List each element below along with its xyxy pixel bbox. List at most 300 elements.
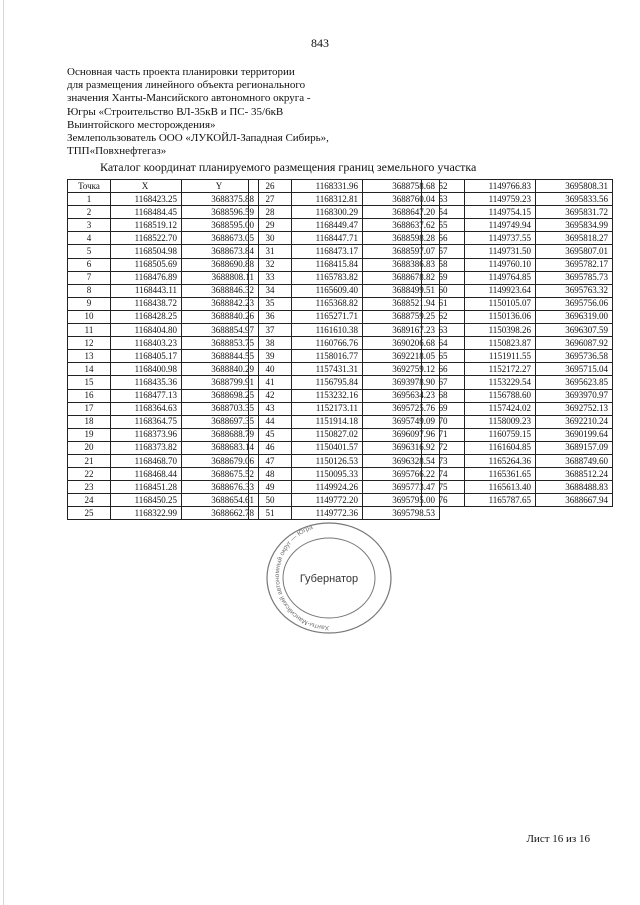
point-cell: 13 [68, 350, 111, 363]
x-coordinate-cell: 1168435.36 [111, 376, 182, 389]
y-coordinate-cell: 3688662.78 [182, 507, 259, 520]
table-row [249, 245, 440, 258]
y-coordinate-cell: 3688499.51 [363, 284, 440, 297]
table-row [249, 415, 440, 428]
table-row [249, 258, 440, 271]
x-coordinate-cell: 1149772.36 [292, 507, 363, 520]
x-coordinate-cell: 1149759.23 [465, 193, 536, 206]
x-coordinate-cell: 1149749.94 [465, 219, 536, 232]
y-coordinate-cell: 3695736.58 [536, 350, 613, 363]
table-row [249, 193, 440, 206]
x-coordinate-cell: 1168428.25 [111, 310, 182, 323]
point-cell: 50 [249, 494, 292, 507]
y-coordinate-cell: 3688854.97 [182, 324, 259, 337]
point-cell: 69 [422, 402, 465, 415]
x-coordinate-cell: 1168505.69 [111, 258, 182, 271]
y-coordinate-cell: 3688759.25 [363, 310, 440, 323]
point-cell: 20 [68, 441, 111, 454]
x-coordinate-cell: 1150823.87 [465, 337, 536, 350]
x-coordinate-cell: 1168300.29 [292, 206, 363, 219]
y-coordinate-cell: 3688840.29 [182, 363, 259, 376]
point-cell: 64 [422, 337, 465, 350]
point-cell: 63 [422, 324, 465, 337]
x-coordinate-cell: 1157431.31 [292, 363, 363, 376]
point-cell: 19 [68, 428, 111, 441]
x-coordinate-cell: 1160766.76 [292, 337, 363, 350]
point-cell: 76 [422, 494, 465, 507]
y-coordinate-cell: 3695715.04 [536, 363, 613, 376]
x-coordinate-cell: 1153229.54 [465, 376, 536, 389]
point-cell: 72 [422, 441, 465, 454]
table-row [249, 219, 440, 232]
document-header [67, 66, 329, 158]
table-row [249, 481, 440, 494]
point-cell: 54 [422, 206, 465, 219]
point-cell: 30 [249, 232, 292, 245]
point-cell: 39 [249, 350, 292, 363]
point-cell: 43 [249, 402, 292, 415]
x-coordinate-cell: 1150095.33 [292, 468, 363, 481]
y-coordinate-cell: 3689157.09 [536, 441, 613, 454]
point-cell: 17 [68, 402, 111, 415]
column-header-x: X [111, 180, 182, 193]
x-coordinate-cell: 1168473.17 [292, 245, 363, 258]
x-coordinate-cell: 1156788.60 [465, 389, 536, 402]
table-row [68, 297, 259, 310]
table-row [249, 441, 440, 454]
x-coordinate-cell: 1168373.96 [111, 428, 182, 441]
y-coordinate-cell: 3688598.28 [363, 232, 440, 245]
table-row [422, 337, 613, 350]
table-row [249, 180, 440, 193]
x-coordinate-cell: 1158009.23 [465, 415, 536, 428]
point-cell: 6 [68, 258, 111, 271]
x-coordinate-cell: 1168484.45 [111, 206, 182, 219]
point-cell: 49 [249, 481, 292, 494]
table-row [68, 258, 259, 271]
x-coordinate-cell: 1168400.98 [111, 363, 182, 376]
point-cell: 67 [422, 376, 465, 389]
x-coordinate-cell: 1168405.17 [111, 350, 182, 363]
y-coordinate-cell: 3688697.35 [182, 415, 259, 428]
x-coordinate-cell: 1168403.23 [111, 337, 182, 350]
y-coordinate-cell: 3695834.99 [536, 219, 613, 232]
y-coordinate-cell: 3696097.96 [363, 428, 440, 441]
x-coordinate-cell: 1168373.82 [111, 441, 182, 454]
y-coordinate-cell: 3688637.62 [363, 219, 440, 232]
table-row [249, 297, 440, 310]
table-row [68, 219, 259, 232]
y-coordinate-cell: 3688749.60 [536, 454, 613, 467]
y-coordinate-cell: 3696316.92 [363, 441, 440, 454]
point-cell: 68 [422, 389, 465, 402]
y-coordinate-cell: 3688688.79 [182, 428, 259, 441]
point-cell: 66 [422, 363, 465, 376]
point-cell: 4 [68, 232, 111, 245]
table-row [249, 507, 440, 520]
point-cell: 2 [68, 206, 111, 219]
x-coordinate-cell: 1168451.28 [111, 481, 182, 494]
point-cell: 42 [249, 389, 292, 402]
x-coordinate-cell: 1150126.53 [292, 454, 363, 467]
header-line: Выинтойского месторождения» [67, 118, 216, 131]
x-coordinate-cell: 1156795.84 [292, 376, 363, 389]
point-cell: 36 [249, 310, 292, 323]
y-coordinate-cell: 3692218.05 [363, 350, 440, 363]
table-row [249, 350, 440, 363]
table-row [249, 206, 440, 219]
stamp-ring-text: Ханты-Мансийский автономный округ — Югра [273, 523, 330, 632]
table-row [422, 324, 613, 337]
coordinates-table-1 [67, 179, 259, 520]
point-cell: 56 [422, 232, 465, 245]
y-coordinate-cell: 3692752.13 [536, 402, 613, 415]
table-row [68, 337, 259, 350]
y-coordinate-cell: 3688596.59 [182, 206, 259, 219]
table-row [68, 324, 259, 337]
table-row [422, 402, 613, 415]
y-coordinate-cell: 3696307.59 [536, 324, 613, 337]
point-cell: 65 [422, 350, 465, 363]
x-coordinate-cell: 1149766.83 [465, 180, 536, 193]
x-coordinate-cell: 1168468.70 [111, 454, 182, 467]
table-row [68, 415, 259, 428]
x-coordinate-cell: 1165361.65 [465, 468, 536, 481]
y-coordinate-cell: 3688758.68 [363, 180, 440, 193]
point-cell: 74 [422, 468, 465, 481]
table-row [422, 271, 613, 284]
y-coordinate-cell: 3695785.73 [536, 271, 613, 284]
point-cell: 47 [249, 454, 292, 467]
y-coordinate-cell: 3689167.23 [363, 324, 440, 337]
x-coordinate-cell: 1149923.64 [465, 284, 536, 297]
table-row [422, 258, 613, 271]
x-coordinate-cell: 1165783.82 [292, 271, 363, 284]
y-coordinate-cell: 3688647.20 [363, 206, 440, 219]
x-coordinate-cell: 1168404.80 [111, 324, 182, 337]
y-coordinate-cell: 3688488.83 [536, 481, 613, 494]
y-coordinate-cell: 3695749.09 [363, 415, 440, 428]
point-cell: 40 [249, 363, 292, 376]
x-coordinate-cell: 1150827.02 [292, 428, 363, 441]
point-cell: 16 [68, 389, 111, 402]
point-cell: 8 [68, 284, 111, 297]
y-coordinate-cell: 3690199.64 [536, 428, 613, 441]
x-coordinate-cell: 1165264.36 [465, 454, 536, 467]
table-row [68, 350, 259, 363]
point-cell: 35 [249, 297, 292, 310]
table-row [68, 193, 259, 206]
table-row [68, 284, 259, 297]
table-row [422, 376, 613, 389]
point-cell: 37 [249, 324, 292, 337]
y-coordinate-cell: 3695782.17 [536, 258, 613, 271]
x-coordinate-cell: 1161604.85 [465, 441, 536, 454]
point-cell: 45 [249, 428, 292, 441]
x-coordinate-cell: 1168519.12 [111, 219, 182, 232]
y-coordinate-cell: 3695725.76 [363, 402, 440, 415]
x-coordinate-cell: 1150401.57 [292, 441, 363, 454]
table-row [68, 507, 259, 520]
point-cell: 12 [68, 337, 111, 350]
table-row [68, 206, 259, 219]
x-coordinate-cell: 1168438.72 [111, 297, 182, 310]
point-cell: 60 [422, 284, 465, 297]
header-line: Основная часть проекта планировки территории [67, 66, 295, 78]
point-cell: 75 [422, 481, 465, 494]
x-coordinate-cell: 1149924.26 [292, 481, 363, 494]
point-cell: 71 [422, 428, 465, 441]
y-coordinate-cell: 3695798.53 [363, 507, 440, 520]
table-row [422, 180, 613, 193]
column-header-point: Точка [68, 180, 111, 193]
x-coordinate-cell: 1168468.44 [111, 468, 182, 481]
table-row [422, 454, 613, 467]
y-coordinate-cell: 3692759.12 [363, 363, 440, 376]
y-coordinate-cell: 3695795.00 [363, 494, 440, 507]
table-row [249, 389, 440, 402]
stamp-center-text: Губернатор [299, 573, 359, 585]
point-cell: 5 [68, 245, 111, 258]
y-coordinate-cell: 3692210.24 [536, 415, 613, 428]
x-coordinate-cell: 1151914.18 [292, 415, 363, 428]
x-coordinate-cell: 1168443.11 [111, 284, 182, 297]
table-row [68, 389, 259, 402]
table-row [249, 402, 440, 415]
y-coordinate-cell: 3695623.85 [536, 376, 613, 389]
y-coordinate-cell: 3696319.00 [536, 310, 613, 323]
x-coordinate-cell: 1158016.77 [292, 350, 363, 363]
x-coordinate-cell: 1165271.71 [292, 310, 363, 323]
x-coordinate-cell: 1168364.63 [111, 402, 182, 415]
y-coordinate-cell: 3688386.83 [363, 258, 440, 271]
point-cell: 25 [68, 507, 111, 520]
y-coordinate-cell: 3693970.97 [536, 389, 613, 402]
catalog-title: Каталог координат планируемого размещения границ земельного участка [100, 160, 477, 174]
header-line: для размещения линейного объекта регионального [67, 79, 306, 92]
point-cell: 15 [68, 376, 111, 389]
table-row [249, 363, 440, 376]
table-row [422, 206, 613, 219]
point-cell: 34 [249, 284, 292, 297]
x-coordinate-cell: 1168447.71 [292, 232, 363, 245]
point-cell: 28 [249, 206, 292, 219]
y-coordinate-cell: 3688844.55 [182, 350, 259, 363]
point-cell: 55 [422, 219, 465, 232]
point-cell: 32 [249, 258, 292, 271]
table-row [422, 350, 613, 363]
table-row [422, 428, 613, 441]
y-coordinate-cell: 3695808.31 [536, 180, 613, 193]
table-row [249, 324, 440, 337]
header-line: ТПП«Повхнефтегаз» [67, 145, 167, 158]
y-coordinate-cell: 3688678.82 [363, 271, 440, 284]
point-cell: 23 [68, 481, 111, 494]
y-coordinate-cell: 3688690.88 [182, 258, 259, 271]
point-cell: 26 [249, 180, 292, 193]
x-coordinate-cell: 1157424.02 [465, 402, 536, 415]
point-cell: 53 [422, 193, 465, 206]
table-row [422, 310, 613, 323]
point-cell: 61 [422, 297, 465, 310]
point-cell: 31 [249, 245, 292, 258]
point-cell: 70 [422, 415, 465, 428]
table-row [68, 310, 259, 323]
point-cell: 10 [68, 310, 111, 323]
x-coordinate-cell: 1168364.75 [111, 415, 182, 428]
x-coordinate-cell: 1168477.13 [111, 389, 182, 402]
x-coordinate-cell: 1168522.70 [111, 232, 182, 245]
x-coordinate-cell: 1168504.98 [111, 245, 182, 258]
column-header-y: Y [182, 180, 259, 193]
y-coordinate-cell: 3688521.94 [363, 297, 440, 310]
x-coordinate-cell: 1152172.27 [465, 363, 536, 376]
y-coordinate-cell: 3688595.00 [182, 219, 259, 232]
y-coordinate-cell: 3695831.72 [536, 206, 613, 219]
y-coordinate-cell: 3688673.84 [182, 245, 259, 258]
y-coordinate-cell: 3695833.56 [536, 193, 613, 206]
point-cell: 33 [249, 271, 292, 284]
header-line: Югры «Строительство ВЛ-35кВ и ПС- 35/6кВ [67, 105, 284, 118]
point-cell: 9 [68, 297, 111, 310]
x-coordinate-cell: 1168449.47 [292, 219, 363, 232]
table-row [249, 494, 440, 507]
y-coordinate-cell: 3688512.24 [536, 468, 613, 481]
x-coordinate-cell: 1153232.16 [292, 389, 363, 402]
x-coordinate-cell: 1161610.38 [292, 324, 363, 337]
table-row [249, 310, 440, 323]
x-coordinate-cell: 1168415.84 [292, 258, 363, 271]
table-row [68, 428, 259, 441]
y-coordinate-cell: 3688673.05 [182, 232, 259, 245]
x-coordinate-cell: 1160759.15 [465, 428, 536, 441]
table-row [422, 245, 613, 258]
table-header-row [68, 180, 259, 193]
x-coordinate-cell: 1152173.11 [292, 402, 363, 415]
x-coordinate-cell: 1149764.85 [465, 271, 536, 284]
x-coordinate-cell: 1168423.25 [111, 193, 182, 206]
x-coordinate-cell: 1168331.96 [292, 180, 363, 193]
table-row [68, 402, 259, 415]
point-cell: 18 [68, 415, 111, 428]
x-coordinate-cell: 1150105.07 [465, 297, 536, 310]
y-coordinate-cell: 3688683.14 [182, 441, 259, 454]
point-cell: 14 [68, 363, 111, 376]
header-line: Землепользователь ООО «ЛУКОЙЛ-Западная Сибирь», [67, 132, 329, 145]
point-cell: 52 [422, 180, 465, 193]
table-row [249, 232, 440, 245]
y-coordinate-cell: 3688840.26 [182, 310, 259, 323]
x-coordinate-cell: 1149754.15 [465, 206, 536, 219]
x-coordinate-cell: 1149737.55 [465, 232, 536, 245]
y-coordinate-cell: 3695766.22 [363, 468, 440, 481]
table-row [422, 481, 613, 494]
y-coordinate-cell: 3688846.32 [182, 284, 259, 297]
table-row [422, 441, 613, 454]
y-coordinate-cell: 3688799.91 [182, 376, 259, 389]
y-coordinate-cell: 3688703.35 [182, 402, 259, 415]
table-row [422, 219, 613, 232]
x-coordinate-cell: 1151911.55 [465, 350, 536, 363]
table-row [68, 441, 259, 454]
x-coordinate-cell: 1168450.25 [111, 494, 182, 507]
y-coordinate-cell: 3695773.47 [363, 481, 440, 494]
table-row [249, 454, 440, 467]
y-coordinate-cell: 3693978.90 [363, 376, 440, 389]
table-row [68, 363, 259, 376]
table-row [68, 481, 259, 494]
y-coordinate-cell: 3688597.07 [363, 245, 440, 258]
point-cell: 62 [422, 310, 465, 323]
table-row [422, 193, 613, 206]
governor-seal-stamp [262, 520, 396, 640]
x-coordinate-cell: 1165613.40 [465, 481, 536, 494]
table-row [249, 337, 440, 350]
y-coordinate-cell: 3688842.23 [182, 297, 259, 310]
table-row [249, 428, 440, 441]
table-row [422, 415, 613, 428]
table-row [422, 297, 613, 310]
point-cell: 21 [68, 454, 111, 467]
point-cell: 24 [68, 494, 111, 507]
y-coordinate-cell: 3695818.27 [536, 232, 613, 245]
x-coordinate-cell: 1168322.99 [111, 507, 182, 520]
point-cell: 46 [249, 441, 292, 454]
coordinates-table-2 [248, 179, 440, 520]
table-row [422, 232, 613, 245]
table-row [68, 232, 259, 245]
table-row [249, 376, 440, 389]
x-coordinate-cell: 1149731.50 [465, 245, 536, 258]
y-coordinate-cell: 3696087.92 [536, 337, 613, 350]
page-number: 843 [311, 36, 329, 50]
y-coordinate-cell: 3695763.32 [536, 284, 613, 297]
point-cell: 22 [68, 468, 111, 481]
point-cell: 3 [68, 219, 111, 232]
header-line: значения Ханты-Мансийского автономного округа - [67, 92, 311, 105]
y-coordinate-cell: 3695634.23 [363, 389, 440, 402]
table-row [422, 468, 613, 481]
y-coordinate-cell: 3688698.25 [182, 389, 259, 402]
table-row [249, 271, 440, 284]
table-row [249, 468, 440, 481]
point-cell: 73 [422, 454, 465, 467]
point-cell: 38 [249, 337, 292, 350]
y-coordinate-cell: 3688760.04 [363, 193, 440, 206]
point-cell: 11 [68, 324, 111, 337]
table-row [68, 376, 259, 389]
x-coordinate-cell: 1150136.06 [465, 310, 536, 323]
table-row [422, 284, 613, 297]
x-coordinate-cell: 1165609.40 [292, 284, 363, 297]
table-row [68, 454, 259, 467]
point-cell: 29 [249, 219, 292, 232]
point-cell: 51 [249, 507, 292, 520]
table-row [68, 494, 259, 507]
point-cell: 1 [68, 193, 111, 206]
point-cell: 57 [422, 245, 465, 258]
y-coordinate-cell: 3688654.61 [182, 494, 259, 507]
x-coordinate-cell: 1150398.26 [465, 324, 536, 337]
point-cell: 59 [422, 271, 465, 284]
y-coordinate-cell: 3688375.88 [182, 193, 259, 206]
coordinates-table-3 [421, 179, 613, 507]
x-coordinate-cell: 1149760.10 [465, 258, 536, 271]
scan-margin-line [3, 0, 4, 905]
table-row [422, 389, 613, 402]
point-cell: 58 [422, 258, 465, 271]
table-row [422, 494, 613, 507]
